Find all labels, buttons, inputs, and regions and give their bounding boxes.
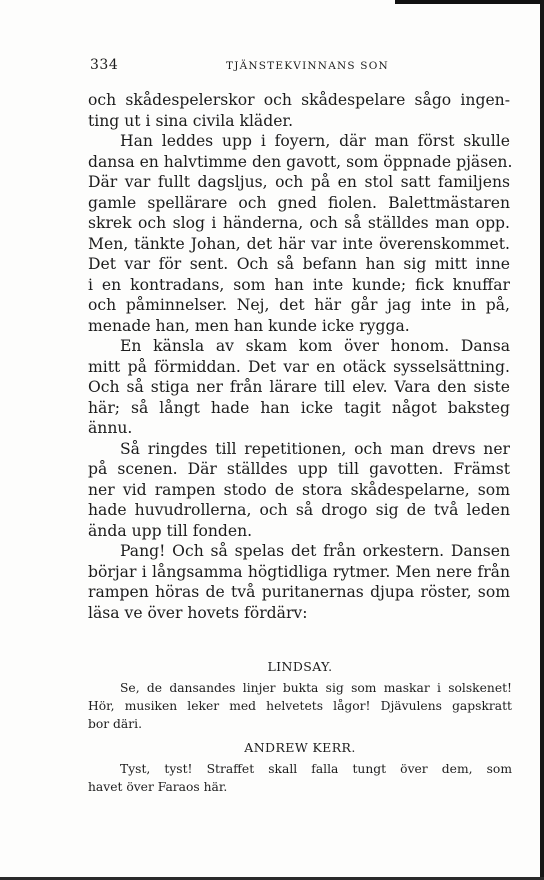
- text-line: och skådespelerskor och skådespelare sågo ingen-: [88, 91, 510, 109]
- text-line: menade han, men han kunde icke rygga.: [88, 316, 410, 335]
- text-line: rampen höras de två puritanernas djupa röster, som: [88, 583, 510, 601]
- verse-section: [88, 658, 512, 796]
- text-line: ner vid rampen stodo de stora skådespelarne, som: [88, 480, 510, 499]
- text-line: Det var för sent. Och så befann han sig mitt inne: [88, 255, 510, 273]
- text-line: i en kontradans, som han inte kunde; fick knuffar: [88, 275, 510, 294]
- text-line: skrek och slog i händerna, och så ställdes man opp.: [88, 214, 510, 232]
- speaker-name: LINDSAY.: [267, 659, 333, 674]
- text-line: ända upp till fonden.: [88, 521, 253, 540]
- text-line: läsa ve över hovets fördärv:: [88, 603, 308, 622]
- text-line: hade huvudrollerna, och så drogo sig de två leden: [88, 501, 510, 519]
- text-line: mitt på förmiddan. Det var en otäck sysselsättning.: [88, 357, 510, 376]
- text-line: och påminnelser. Nej, det här går jag inte in på,: [88, 296, 510, 314]
- speaker-name: ANDREW KERR.: [244, 740, 356, 755]
- text-line: gamle spellärare och gned fiolen. Balettmästaren: [88, 193, 510, 212]
- verse-line: bor däri.: [88, 717, 142, 731]
- body-text: [88, 90, 513, 623]
- text-line: Men, tänkte Johan, det här var inte överenskommet.: [88, 234, 510, 253]
- text-line: dansa en halvtimme den gavott, som öppnade pjäsen.: [88, 152, 513, 171]
- text-line: En känsla av skam kom över honom. Dansa: [120, 337, 510, 355]
- text-line: Han leddes upp i foyern, där man först skulle: [120, 132, 510, 150]
- text-line: börjar i långsamma högtidliga rytmer. Men nere från: [88, 562, 510, 581]
- verse-line: Se, de dansandes linjer bukta sig som maskar i solskenet!: [120, 681, 512, 695]
- text-line: Så ringdes till repetitionen, och man drevs ner: [120, 439, 510, 458]
- verse-line: Tyst, tyst! Straffet skall falla tungt över dem, som: [120, 762, 512, 776]
- text-line: ännu.: [88, 419, 133, 437]
- running-title: TJÄNSTEKVINNANS SON: [226, 60, 389, 72]
- page-number: 334: [90, 57, 119, 73]
- text-line: Där var fullt dagsljus, och på en stol satt familjens: [88, 173, 510, 191]
- verse-line: havet över Faraos här.: [88, 780, 228, 794]
- text-line: här; så långt hade han icke tagit något baksteg: [88, 398, 510, 417]
- verse-line: Hör, musiken leker med helvetets lågor! Djävulens gapskratt: [88, 699, 512, 713]
- text-line: ting ut i sina civila kläder.: [88, 111, 294, 130]
- text-line: på scenen. Där ställdes upp till gavotten. Främst: [88, 460, 510, 478]
- text-line: Och så stiga ner från lärare till elev. Vara den siste: [88, 378, 510, 396]
- right-page-edge: [540, 0, 544, 880]
- top-edge-rule: [395, 0, 544, 4]
- text-line: Pang! Och så spelas det från orkestern. Dansen: [120, 542, 510, 560]
